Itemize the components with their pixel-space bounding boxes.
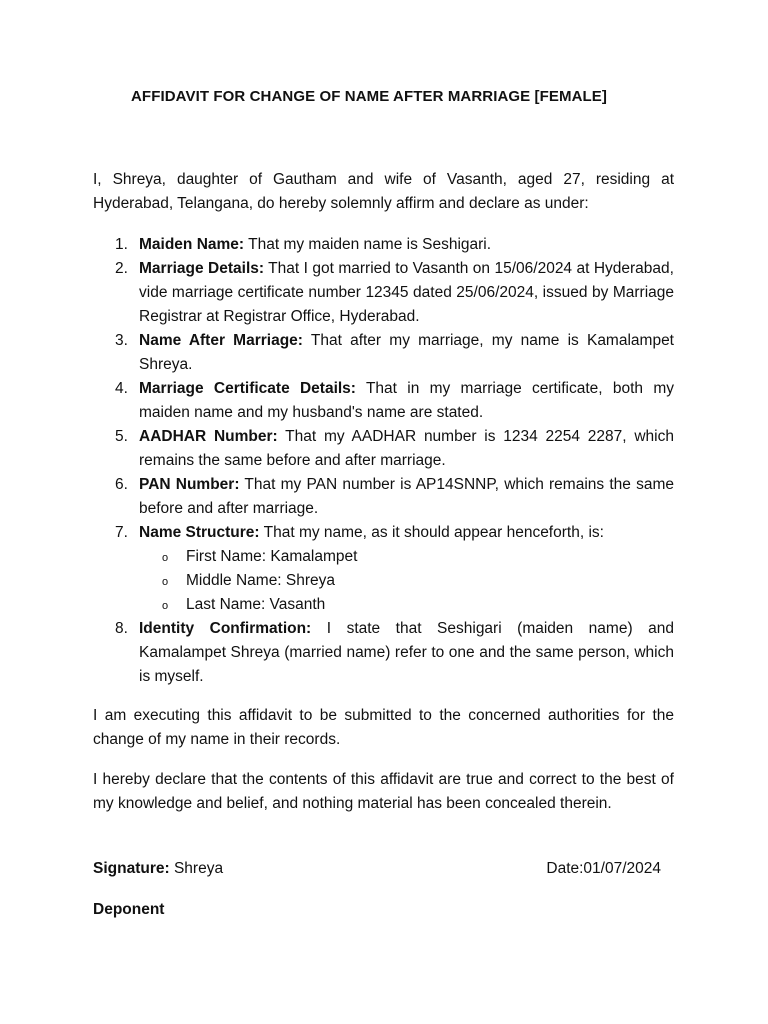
item-label: Marriage Details:	[139, 260, 265, 277]
list-number: 3.	[115, 332, 128, 349]
closing-paragraph-declaration: I hereby declare that the contents of this affidavit are true and correct to the best of my knowledge and belief, and nothing material has been concealed therein.	[93, 771, 674, 812]
item-label: Maiden Name:	[139, 236, 245, 253]
list-item-aadhar-number	[93, 425, 674, 473]
item-text: That after my marriage, my name is Kamalampet Shreya.	[139, 332, 674, 373]
signature-block	[93, 857, 223, 881]
declaration-list	[93, 233, 674, 689]
item-text: That my name, as it should appear henceforth, is:	[259, 524, 604, 541]
bullet-icon: o	[162, 552, 169, 564]
deponent-label: Deponent	[93, 901, 165, 918]
list-item-certificate-details	[93, 377, 674, 425]
bullet-icon: o	[162, 576, 169, 588]
list-number: 1.	[115, 236, 128, 253]
list-number: 4.	[115, 380, 128, 397]
item-text: That my PAN number is AP14SNNP, which remains the same before and after marriage.	[139, 476, 674, 517]
signature-row	[93, 857, 661, 881]
signature-value: Shreya	[169, 860, 224, 877]
closing-paragraph-purpose: I am executing this affidavit to be submitted to the concerned authorities for the change of my name in their records.	[93, 707, 674, 748]
document-title: AFFIDAVIT FOR CHANGE OF NAME AFTER MARRIAGE [FEMALE]	[131, 88, 608, 105]
sub-item-last-name	[139, 593, 674, 617]
list-number: 6.	[115, 476, 128, 493]
sub-item-text: Last Name: Vasanth	[186, 596, 326, 613]
list-item-marriage-details	[93, 257, 674, 329]
item-text: That my maiden name is Seshigari.	[244, 236, 492, 253]
bullet-icon: o	[162, 600, 169, 612]
intro-paragraph: I, Shreya, daughter of Gautham and wife of Vasanth, aged 27, residing at Hyderabad, Telangana, do hereby solemnly affirm and declare as under:	[93, 171, 674, 212]
item-text: That my AADHAR number is 1234 2254 2287, which remains the same before and after marriage.	[139, 428, 674, 469]
list-item-name-after-marriage	[93, 329, 674, 377]
list-item-name-structure	[93, 521, 674, 617]
list-item-maiden-name	[93, 233, 674, 257]
signature-label: Signature:	[93, 860, 170, 877]
item-text: That I got married to Vasanth on 15/06/2024 at Hyderabad, vide marriage certificate number 12345 dated 25/06/2024, issued by Marriage Registrar at Registrar Office, Hyderabad.	[139, 260, 674, 325]
sub-item-middle-name	[139, 569, 674, 593]
date-text: Date:01/07/2024	[546, 860, 661, 877]
sub-item-text: Middle Name: Shreya	[186, 572, 336, 589]
item-label: Identity Confirmation:	[139, 620, 312, 637]
item-label: Name After Marriage:	[139, 332, 303, 349]
list-number: 8.	[115, 620, 128, 637]
list-number: 5.	[115, 428, 128, 445]
sub-item-first-name	[139, 545, 674, 569]
item-label: Name Structure:	[139, 524, 260, 541]
item-text: I state that Seshigari (maiden name) and Kamalampet Shreya (married name) refer to one and the same person, which is myself.	[139, 620, 674, 685]
sub-item-text: First Name: Kamalampet	[186, 548, 358, 565]
item-text: That in my marriage certificate, both my maiden name and my husband's name are stated.	[139, 380, 674, 421]
list-number: 7.	[115, 524, 128, 541]
name-structure-list	[139, 545, 674, 617]
item-label: PAN Number:	[139, 476, 240, 493]
item-label: AADHAR Number:	[139, 428, 278, 445]
list-item-pan-number	[93, 473, 674, 521]
item-label: Marriage Certificate Details:	[139, 380, 356, 397]
list-number: 2.	[115, 260, 128, 277]
list-item-identity-confirmation	[93, 617, 674, 689]
